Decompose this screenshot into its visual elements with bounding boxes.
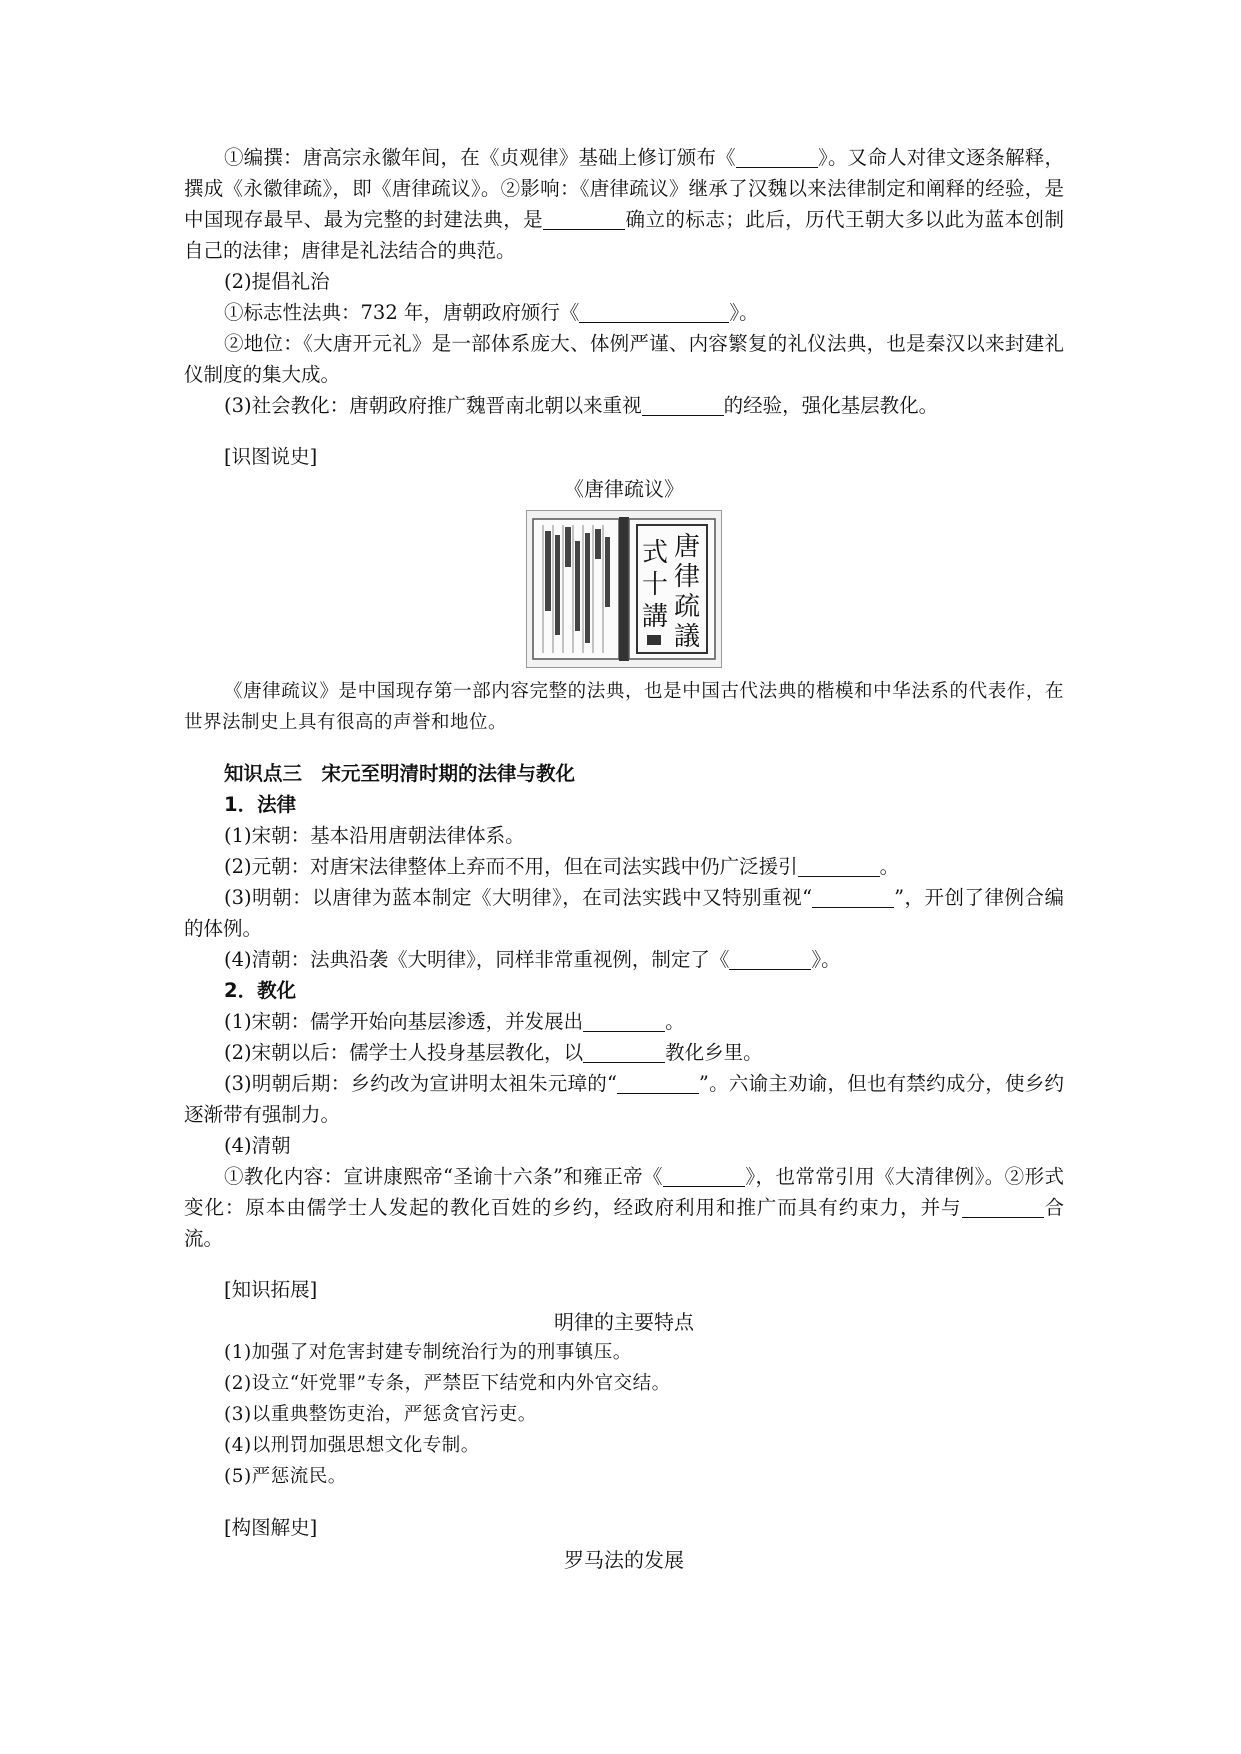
fill-blank[interactable]: [583, 1009, 665, 1032]
seal-stamp: [647, 635, 661, 645]
text-segment: 》，也常常引用《大清律例》。②形式变化：原本由儒学士人发起的教化百姓的乡约，经政府利用和推广而具有约束力，并与: [184, 1165, 1064, 1219]
text-segment: ①标志性法典：732 年，唐朝政府颁行《: [224, 301, 580, 324]
fill-blank[interactable]: [962, 1195, 1044, 1218]
document-page: [184, 142, 1064, 1575]
extension-title: 明律的主要特点: [554, 1310, 694, 1334]
law-item-2: [184, 851, 1064, 882]
tang-law-paragraph: [184, 142, 1064, 266]
text-segment: (3)明朝：以唐律为蓝本制定《大明律》，在司法实践中又特别重视“: [224, 886, 813, 909]
extension-item: (2)设立“奸党罪”专条，严禁臣下结党和内外官交结。: [224, 1373, 671, 1394]
text-segment: (1)宋朝：儒学开始向基层渗透，并发展出: [224, 1010, 584, 1033]
figure-caption: 《唐律疏议》: [564, 477, 684, 501]
fill-blank[interactable]: [579, 300, 729, 323]
text-segment: 确立的标志；此后，历代王朝大多以此为蓝本创制自己的法律；唐律是礼法结合的典范。: [184, 208, 1064, 262]
fill-blank[interactable]: [729, 947, 811, 970]
book-image: [526, 510, 722, 668]
book-illustration: [527, 511, 721, 667]
book-title-char-2: 律: [673, 562, 701, 592]
text-segment: 合流。: [184, 1196, 1064, 1250]
text-segment: 的经验，强化基层教化。: [723, 394, 939, 417]
structure-label: [构图解史]: [224, 1516, 318, 1539]
book-side-char-2: 十: [641, 570, 669, 600]
edu-item-4-detail: [184, 1161, 1064, 1254]
fill-blank[interactable]: [736, 145, 818, 168]
edu-item-1: [184, 1006, 1064, 1037]
book-title-char-4: 議: [673, 622, 701, 652]
extension-item: (5)严惩流民。: [224, 1466, 347, 1487]
edu-heading: 2．教化: [224, 979, 297, 1002]
figure-section-label: [识图说史]: [224, 445, 318, 468]
fill-blank[interactable]: [663, 1164, 745, 1187]
text-segment: 教化乡里。: [665, 1041, 763, 1064]
text-segment: (2)宋朝以后：儒学士人投身基层教化，以: [224, 1041, 584, 1064]
edu-item: [184, 390, 1064, 421]
book-title-char-1: 唐: [673, 532, 701, 562]
li-item-1: [184, 297, 1064, 328]
text-segment: 》。又命人对律文逐条解释，撰成《永徽律疏》，即《唐律疏议》。②影响：《唐律疏议》继承了汉魏以来法律制定和阐释的经验，是中国现存最早、最为完整的封建法典，是: [184, 146, 1064, 231]
kp3-title: 知识点三 宋元至明清时期的法律与教化: [224, 762, 576, 785]
edu-item-2: [184, 1037, 1064, 1068]
book-side-char-1: 式: [641, 538, 669, 568]
extension-item: (3)以重典整饬吏治，严惩贪官污吏。: [224, 1404, 537, 1425]
law-item-1: (1)宋朝：基本沿用唐朝法律体系。: [224, 824, 525, 847]
fill-blank[interactable]: [812, 885, 894, 908]
law-item-3: [184, 882, 1064, 944]
structure-title: 罗马法的发展: [564, 1548, 684, 1572]
fill-blank[interactable]: [583, 1040, 665, 1063]
text-segment: (3)社会教化：唐朝政府推广魏晋南北朝以来重视: [224, 394, 642, 417]
law-heading: 1．法律: [224, 793, 297, 816]
text-segment: ”。六谕主劝谕，但也有禁约成分，使乡约逐渐带有强制力。: [184, 1072, 1064, 1126]
figure-description: 《唐律疏议》是中国现存第一部内容完整的法典，也是中国古代法典的楷模和中华法系的代表作，在世界法制史上具有很高的声誉和地位。: [184, 681, 1064, 733]
text-segment: (4)清朝：法典沿袭《大明律》，同样非常重视例，制定了《: [224, 948, 730, 971]
text-segment: ①教化内容：宣讲康熙帝“圣谕十六条”和雍正帝《: [224, 1165, 663, 1188]
book-side-char-3: 講: [641, 602, 669, 632]
book-title-char-3: 疏: [673, 592, 701, 622]
extension-label: [知识拓展]: [224, 1278, 318, 1301]
text-segment: 》。: [811, 948, 841, 971]
extension-item: (1)加强了对危害封建专制统治行为的刑事镇压。: [224, 1342, 632, 1363]
text-segment: ①编撰：唐高宗永徽年间，在《贞观律》基础上修订颁布《: [224, 146, 736, 169]
li-heading: (2)提倡礼治: [224, 270, 330, 293]
fill-blank[interactable]: [798, 854, 880, 877]
text-segment: ”，开创了律例合编的体例。: [184, 886, 1064, 940]
fill-blank[interactable]: [617, 1071, 699, 1094]
fill-blank[interactable]: [642, 393, 724, 416]
text-segment: 。: [879, 855, 900, 878]
text-segment: (2)元朝：对唐宋法律整体上弃而不用，但在司法实践中仍广泛援引: [224, 855, 798, 878]
text-segment: 》。: [729, 301, 759, 324]
text-segment: (3)明朝后期：乡约改为宣讲明太祖朱元璋的“: [224, 1072, 617, 1095]
text-segment: 。: [665, 1010, 685, 1033]
li-item-2: ②地位：《大唐开元礼》是一部体系庞大、体例严谨、内容繁复的礼仪法典，也是秦汉以来封建礼仪制度的集大成。: [184, 332, 1064, 386]
edu-item-3: [184, 1068, 1064, 1130]
law-item-4: [184, 944, 1064, 975]
extension-item: (4)以刑罚加强思想文化专制。: [224, 1435, 480, 1456]
fill-blank[interactable]: [543, 207, 625, 230]
edu-item-4: (4)清朝: [224, 1134, 291, 1157]
